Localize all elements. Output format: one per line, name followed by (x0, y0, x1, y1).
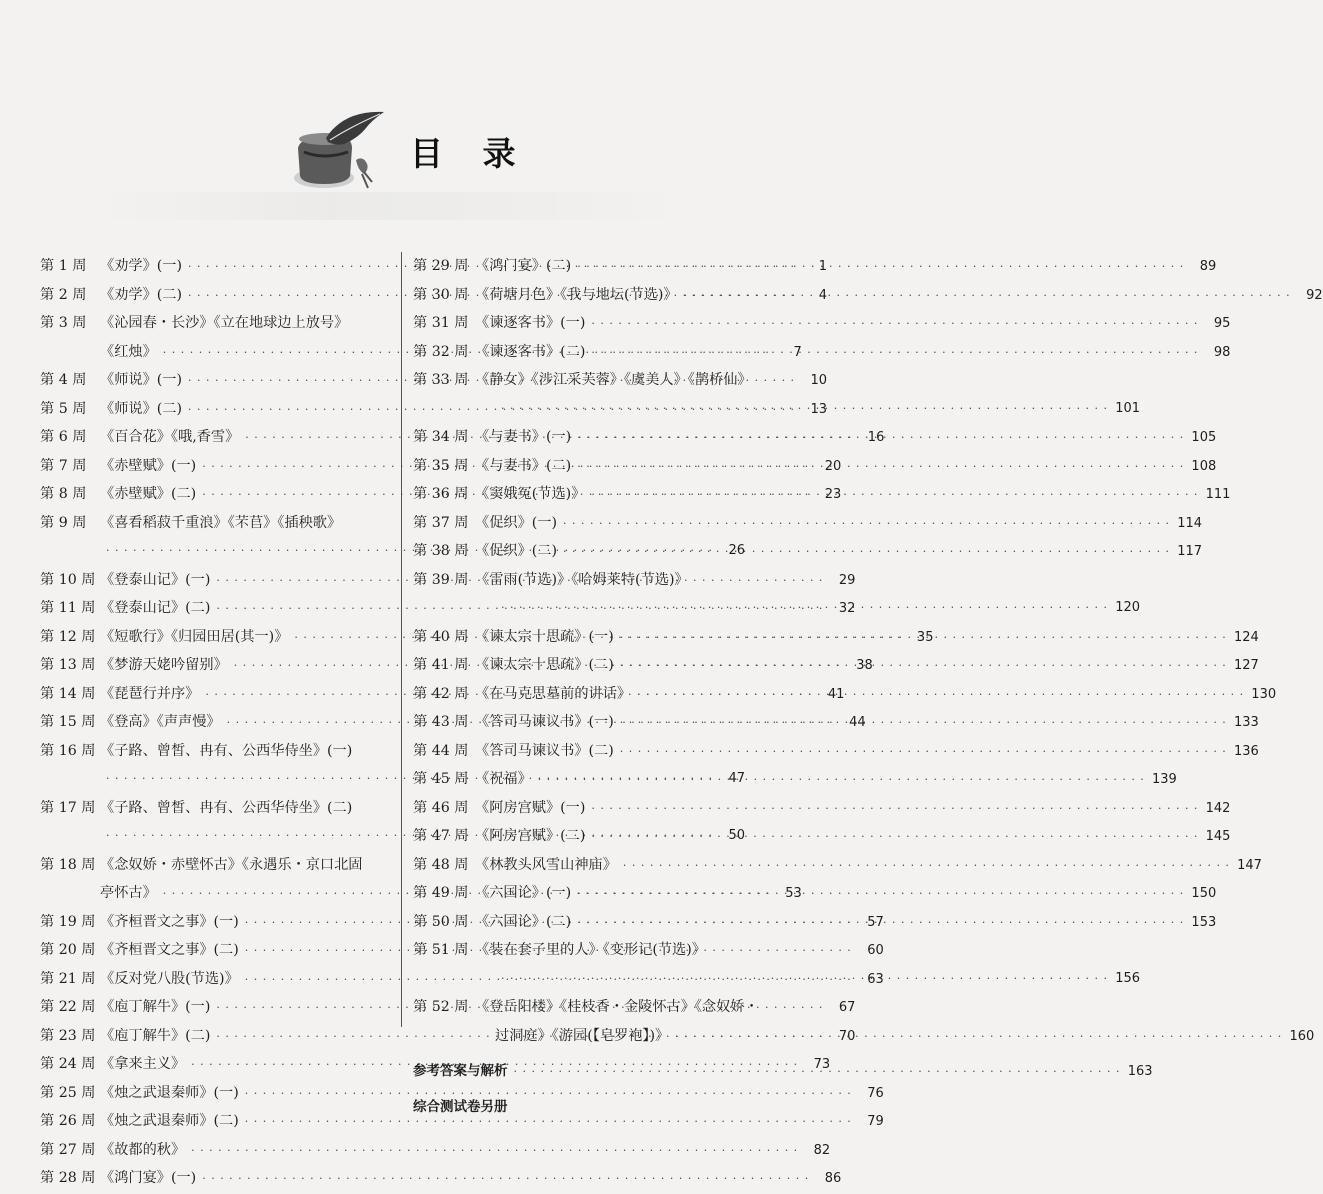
week-label: 第 24 周 (40, 1056, 96, 1072)
leader-dots (514, 1058, 1121, 1087)
week-label: 第 17 周 (40, 799, 96, 816)
leader-dots (591, 795, 1198, 824)
week-label: 第 27 周 (40, 1141, 96, 1158)
week-label: 第 34 周 (413, 429, 469, 445)
week-label: 第 30 周 (413, 286, 469, 303)
leader-dots (577, 909, 1184, 938)
page-number: 95 (1213, 316, 1231, 331)
week-label: 第 12 周 (40, 628, 96, 645)
toc-entry[interactable] (413, 737, 1259, 766)
page-number: 114 (1177, 515, 1203, 531)
page-title: 目 录 (410, 134, 530, 173)
leader-dots (577, 424, 1184, 453)
leader-dots (620, 624, 1227, 653)
entry-title: 《谏太宗十思疏》(二) (475, 657, 614, 673)
entry-title: 《登岳阳楼》《桂枝香・金陵怀古》《念奴娇・ (475, 999, 759, 1015)
leader-dots (591, 310, 1198, 339)
leader-dots (591, 481, 1198, 510)
week-label: 第 52 周 (413, 999, 469, 1015)
entry-title: 《齐桓晋文之事》(二) (100, 942, 239, 958)
page-number: 142 (1205, 800, 1231, 816)
entry-title: 《六国论》(一) (475, 885, 572, 901)
toc-entry[interactable] (413, 765, 1177, 794)
page-number: 130 (1251, 686, 1277, 702)
leader-dots (501, 395, 1108, 424)
week-label: 第 11 周 (40, 600, 96, 616)
leader-dots (623, 852, 1230, 881)
tests-label: 综合测试卷另册 (413, 1098, 508, 1115)
entry-title: 《念奴娇・赤壁怀古》《永遇乐・京口北固 (100, 856, 363, 873)
answers-label: 参考答案与解析 (413, 1063, 508, 1079)
leader-dots (501, 965, 1108, 994)
toc-entry[interactable] (413, 509, 1203, 538)
week-label: 第 1 周 (40, 258, 87, 274)
leader-dots (591, 823, 1198, 852)
entry-title: 《与妻书》(二) (475, 457, 572, 474)
page-number: 23 (824, 487, 842, 502)
toc-header (0, 100, 790, 210)
leader-dots (501, 594, 1108, 623)
week-label: 第 39 周 (413, 571, 469, 588)
entry-title: 《庖丁解牛》(二) (100, 1027, 211, 1044)
toc-entry[interactable] (413, 794, 1231, 823)
week-label: 第 33 周 (413, 372, 469, 388)
leader-dots (577, 253, 1184, 282)
leader-dots (191, 1137, 798, 1166)
week-label: 第 18 周 (40, 856, 96, 873)
page-number: 29 (838, 572, 856, 588)
entry-title: 《齐桓晋文之事》(一) (100, 913, 239, 930)
week-label: 第 49 周 (413, 885, 469, 901)
page-number: 44 (849, 715, 866, 730)
week-label: 第 6 周 (40, 429, 87, 445)
entry-title: 《登高》《声声慢》 (100, 714, 221, 730)
page-number: 153 (1191, 914, 1217, 930)
toc-entry[interactable] (413, 822, 1231, 851)
entry-title: 《庖丁解牛》(一) (100, 999, 211, 1015)
entry-title: 《荷塘月色》《我与地坛(节选)》 (475, 286, 678, 303)
entry-title: 《劝学》(一) (100, 258, 183, 274)
page-number: 150 (1191, 886, 1217, 901)
entry-title: 《梦游天姥吟留别》 (100, 657, 228, 673)
week-label: 第 51 周 (413, 942, 469, 958)
week-label: 第 38 周 (413, 543, 469, 559)
week-label: 第 25 周 (40, 1084, 96, 1101)
week-label: 第 32 周 (413, 343, 469, 360)
entry-title: 《劝学》(二) (100, 286, 183, 303)
page-number: 82 (813, 1142, 831, 1158)
tests-entry[interactable] (413, 1093, 753, 1122)
page-number: 156 (1115, 970, 1141, 986)
page-number: 108 (1191, 458, 1217, 474)
toc-entry[interactable] (40, 1136, 831, 1165)
entry-title: 《琵琶行并序》 (100, 685, 200, 702)
page-number: 4 (818, 287, 828, 303)
page-number: 1 (818, 259, 828, 274)
entry-title: 《窦娥冤(节选)》 (475, 486, 586, 502)
week-label: 第 43 周 (413, 714, 469, 730)
page-number: 163 (1127, 1064, 1153, 1079)
leader-dots (675, 1023, 1282, 1052)
entry-title: 《登泰山记》(二) (100, 600, 211, 616)
toc-entry[interactable] (40, 1107, 884, 1136)
week-label: 第 44 周 (413, 742, 469, 759)
entry-title: 《沁园春・长沙》《立在地球边上放号》 (100, 315, 349, 331)
entry-title: 《祝福》 (475, 771, 532, 787)
entry-title: 《子路、曾皙、冉有、公西华侍坐》(一) (100, 742, 353, 759)
toc-entry[interactable] (413, 252, 1217, 281)
entry-title: 《谏逐客书》(二) (475, 343, 586, 360)
week-label: 第 19 周 (40, 913, 96, 930)
entry-title: 《六国论》(二) (475, 913, 572, 930)
entry-title: 《反对党八股(节选)》 (100, 970, 239, 987)
toc-entry[interactable] (413, 338, 1231, 367)
page-number: 127 (1233, 658, 1259, 673)
leader-dots (577, 453, 1184, 482)
week-label: 第 16 周 (40, 742, 96, 759)
week-label: 第 37 周 (413, 514, 469, 531)
page-number: 38 (856, 658, 873, 673)
entry-title: 《烛之武退秦师》(一) (100, 1084, 239, 1101)
toc-entry[interactable] (413, 537, 1203, 566)
entry-title: 《答司马谏议书》(二) (475, 742, 614, 759)
toc-entry[interactable] (40, 965, 884, 994)
page-number: 124 (1233, 629, 1259, 645)
entry-title: 《子路、曾皙、冉有、公西华侍坐》(二) (100, 799, 353, 816)
week-label: 第 29 周 (413, 258, 469, 274)
faint-background-band (90, 192, 690, 220)
entry-title: 《百合花》《哦,香雪》 (100, 429, 240, 445)
entry-title: 《赤壁赋》(二) (100, 486, 197, 502)
entry-title: 《短歌行》《归园田居(其一)》 (100, 628, 289, 645)
page-number: 20 (824, 458, 842, 474)
leader-dots (577, 880, 1184, 909)
page-number: 117 (1177, 544, 1203, 559)
week-label: 第 7 周 (40, 457, 87, 474)
week-label: 第 3 周 (40, 315, 87, 331)
entry-title: 《喜看稻菽千重浪》《芣苢》《插秧歌》 (100, 514, 342, 531)
leader-dots (563, 510, 1170, 539)
toc-entry[interactable] (40, 395, 828, 424)
week-label: 第 20 周 (40, 942, 96, 958)
week-label: 第 8 周 (40, 486, 87, 502)
leader-dots (684, 282, 1291, 311)
quill-inkwell-icon (286, 108, 396, 198)
page-number: 111 (1205, 487, 1231, 502)
page-number: 35 (916, 629, 934, 645)
week-label: 第 48 周 (413, 856, 469, 873)
entry-title: 《与妻书》(一) (475, 429, 572, 445)
entry-title: 《拿来主义》 (100, 1056, 186, 1072)
page-number: 32 (838, 601, 856, 616)
page-number: 160 (1289, 1028, 1315, 1044)
page-number: 105 (1191, 430, 1217, 445)
page-number: 79 (867, 1114, 884, 1129)
entry-title: 《师说》(二) (100, 400, 183, 417)
entry-title: 《阿房宫赋》(一) (475, 799, 586, 816)
week-label: 第 2 周 (40, 286, 87, 303)
page-number: 26 (728, 543, 746, 558)
entry-title: 《红烛》 (100, 343, 157, 360)
week-label: 第 13 周 (40, 657, 96, 673)
entry-title: 过洞庭》《游园(【皂罗袍】)》 (495, 1027, 670, 1044)
entry-title: 《鸿门宴》(一) (100, 1170, 197, 1186)
page-number: 67 (838, 1000, 856, 1015)
week-label: 第 35 周 (413, 457, 469, 474)
entry-title: 《师说》(一) (100, 372, 183, 388)
toc-entry[interactable] (413, 309, 1231, 338)
page-number: 76 (867, 1085, 884, 1101)
toc-entry[interactable] (413, 281, 1323, 310)
week-label: 第 50 周 (413, 913, 469, 930)
week-label: 第 40 周 (413, 628, 469, 645)
page-number: 89 (1199, 259, 1217, 274)
toc-entry[interactable] (413, 851, 1262, 880)
page-number: 41 (827, 686, 845, 702)
entry-title: 《烛之武退秦师》(二) (100, 1113, 239, 1129)
week-label: 第 42 周 (413, 685, 469, 702)
week-label: 第 46 周 (413, 799, 469, 816)
page-number: 92 (1306, 287, 1323, 303)
page-number: 101 (1115, 400, 1141, 416)
entry-title: 《促织》(一) (475, 514, 558, 531)
leader-dots (637, 681, 1244, 710)
page-number: 10 (810, 373, 828, 388)
page-number: 147 (1237, 857, 1262, 873)
page-number: 47 (728, 771, 746, 786)
week-label: 第 9 周 (40, 514, 87, 531)
entry-title: 亭怀古》 (100, 885, 157, 901)
entry-title: 《雷雨(节选)》《哈姆莱特(节选)》 (475, 571, 689, 588)
week-label: 第 21 周 (40, 970, 96, 987)
page-number: 50 (728, 828, 746, 843)
page-number: 120 (1115, 600, 1141, 615)
entry-title: 《答司马谏议书》(一) (475, 714, 614, 730)
week-label: 第 26 周 (40, 1113, 96, 1129)
toc-entry[interactable] (40, 594, 856, 623)
leader-dots (563, 538, 1170, 567)
entry-title: 《鸿门宴》(二) (475, 258, 572, 274)
leader-dots (620, 738, 1227, 767)
page-number: 86 (824, 1171, 842, 1186)
entry-title: 《登泰山记》(一) (100, 571, 211, 588)
leader-dots (202, 1165, 809, 1194)
entry-title: 《在马克思墓前的讲话》 (475, 685, 632, 702)
week-label: 第 41 周 (413, 657, 469, 673)
week-label: 第 14 周 (40, 685, 96, 702)
entry-title: 《故都的秋》 (100, 1141, 186, 1158)
week-label: 第 5 周 (40, 400, 87, 417)
page-number: 57 (867, 914, 884, 930)
week-label: 第 22 周 (40, 999, 96, 1015)
leader-dots (591, 339, 1198, 368)
week-label: 第 4 周 (40, 372, 87, 388)
entry-title: 《装在套子里的人》《变形记(节选)》 (475, 942, 706, 958)
page-number: 13 (810, 401, 828, 417)
week-label: 第 15 周 (40, 714, 96, 730)
page-number: 133 (1233, 715, 1259, 730)
page-number: 136 (1233, 743, 1259, 759)
page-number: 145 (1205, 829, 1231, 844)
entry-title: 《赤壁赋》(一) (100, 457, 197, 474)
page-number: 16 (867, 430, 885, 445)
leader-dots (620, 652, 1227, 681)
entry-title: 《静女》《涉江采芙蓉》《虞美人》《鹊桥仙》 (475, 372, 752, 388)
page-number: 98 (1213, 344, 1231, 360)
entry-title: 《谏逐客书》(一) (475, 315, 586, 331)
page-number: 139 (1151, 772, 1177, 787)
page-number: 53 (785, 886, 802, 901)
toc-entry[interactable] (40, 1164, 842, 1193)
page-number: 7 (793, 344, 802, 360)
page-number: 70 (838, 1028, 856, 1044)
entry-title: 《促织》(二) (475, 543, 558, 559)
week-label: 第 28 周 (40, 1170, 96, 1186)
week-label: 第 47 周 (413, 828, 469, 844)
week-label: 第 45 周 (413, 771, 469, 787)
page-number: 73 (813, 1057, 831, 1072)
week-label: 第 10 周 (40, 571, 96, 588)
week-label: 第 36 周 (413, 486, 469, 502)
week-label: 第 31 周 (413, 315, 469, 331)
entry-title: 《谏太宗十思疏》(一) (475, 628, 614, 645)
leader-dots (620, 709, 1227, 738)
leader-dots (538, 766, 1145, 795)
page-number: 63 (867, 971, 884, 987)
entry-title: 《林教头风雪山神庙》 (475, 856, 617, 873)
page-number: 60 (867, 943, 884, 958)
entry-title: 《阿房宫赋》(二) (475, 828, 586, 844)
week-label: 第 23 周 (40, 1027, 96, 1044)
